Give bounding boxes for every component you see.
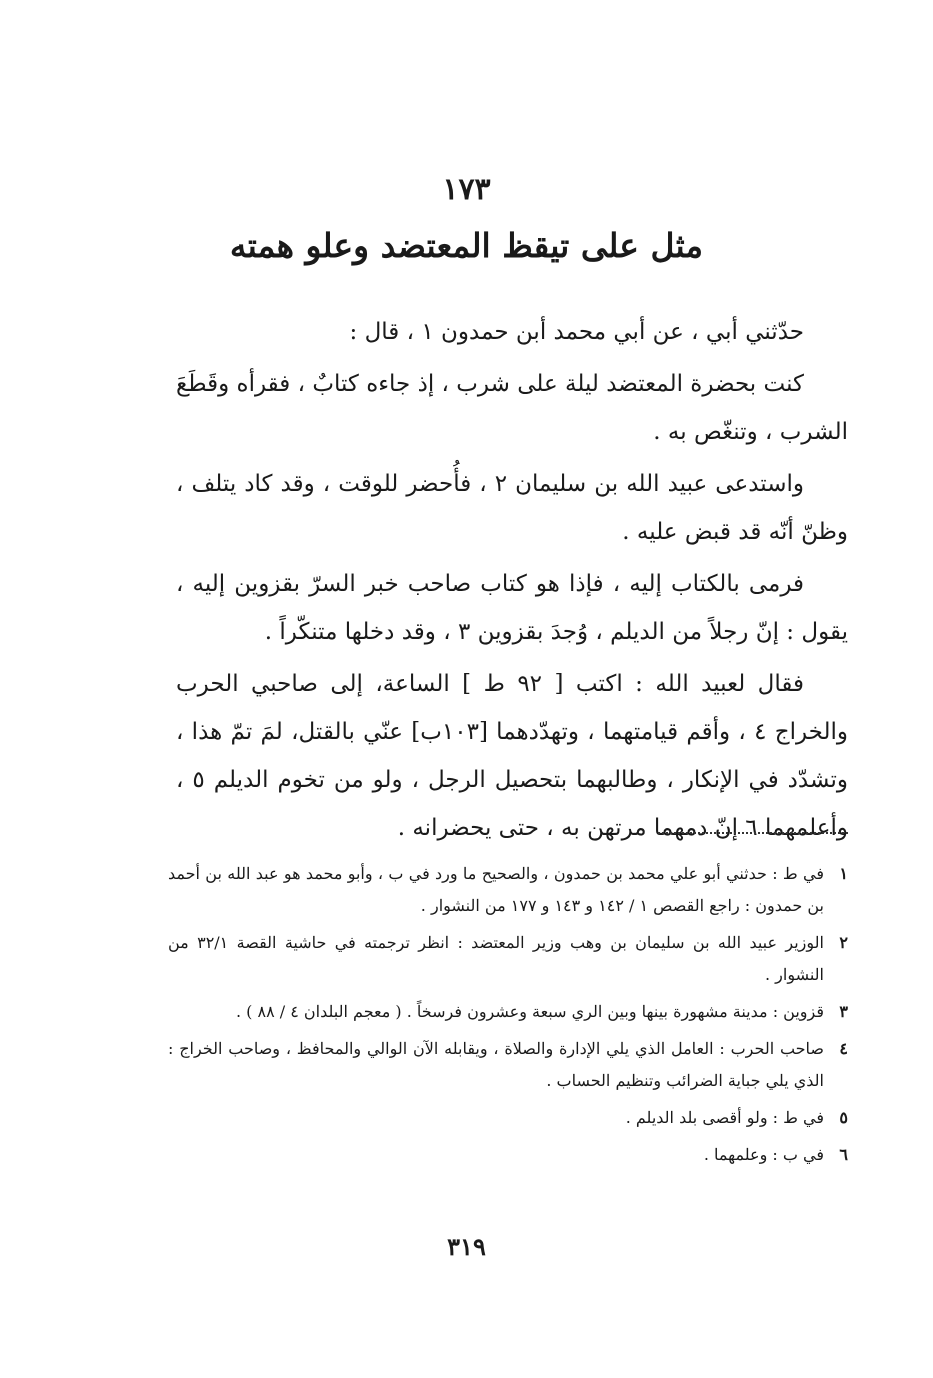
footnote-number: ٣ [839,1002,848,1021]
footnote-number: ٦ [839,1145,848,1164]
footnote-item [168,858,848,922]
footnote-item [168,1139,848,1171]
body-paragraph: واستدعى عبيد الله بن سليمان ٢ ، فأُحضر للوقت ، وقد كاد يتلف ، وظنّ أنّه قد قبض عليه . [176,471,848,545]
footnote-text: قزوين : مدينة مشهورة بينها وبين الري سبعة وعشرون فرسخاً . ( معجم البلدان ٤ / ٨٨ ) . [235,1002,824,1021]
footnote-text: في ب : وعلمهما . [703,1145,824,1164]
body-paragraph: حدّثني أبي ، عن أبي محمد أبن حمدون ١ ، قال : [349,319,804,345]
footnotes [168,858,848,1176]
footnote-item [168,1102,848,1134]
footnote-divider [658,832,848,834]
footnote-text: الوزير عبيد الله بن سليمان بن وهب وزير المعتضد : انظر ترجمته في حاشية القصة ٣٢/١ من النشوار . [168,933,824,984]
footnote-text: صاحب الحرب : العامل الذي يلي الإدارة والصلاة ، ويقابله الآن الوالي والمحافظ ، وصاحب الخراج : الذي يلي جباية الضرائب وتنظيم الحساب . [168,1039,824,1090]
footnote-text: في ط : حدثني أبو علي محمد بن حمدون ، والصحيح ما ورد في ب ، وأبو محمد هو عبد الله بن أحمد بن حمدون : راجع القصص ١ / ١٤٢ و ١٤٣ و ١٧٧ من النشوار . [168,864,824,915]
footnote-item [168,927,848,991]
footnote-number: ٢ [839,933,848,952]
body-paragraph: كنت بحضرة المعتضد ليلة على شرب ، إذ جاءه كتابٌ ، فقرأه وقَطَعَ الشرب ، وتنغّص به . [176,371,848,445]
footnote-number: ٤ [839,1039,848,1058]
page-number: ٣١٩ [447,1232,486,1261]
story-number: ١٧٣ [442,172,491,207]
body-paragraph: فرمى بالكتاب إليه ، فإذا هو كتاب صاحب خبر السرّ بقزوين إليه ، يقول : إنّ رجلاً من الديلم ، وُجدَ بقزوين ٣ ، وقد دخلها متنكّراً . [176,571,848,645]
footnote-text: في ط : ولو أقصى بلد الديلم . [625,1108,824,1127]
footnote-number: ١ [839,864,848,883]
footnote-item [168,996,848,1028]
footnote-number: ٥ [839,1108,848,1127]
body-paragraph: فقال لعبيد الله : اكتب [ ٩٢ ط ] الساعة، إلى صاحبي الحرب والخراج ٤ ، وأقم قيامتهما ، وتهدّدهما [١٠٣ب] عنّي بالقتل، لمَ تمّ هذا ، وتشدّد في الإنكار ، وطالبهما بتحصيل الرجل ، ولو من تخوم الديلم ٥ ، وأعلمهما ٦ إنّ دمهما مرتهن به ، حتى يحضرانه . [176,671,849,841]
story-title: مثل على تيقظ المعتضد وعلو همته [229,226,704,265]
footnote-item [168,1033,848,1097]
story-body [176,308,848,856]
